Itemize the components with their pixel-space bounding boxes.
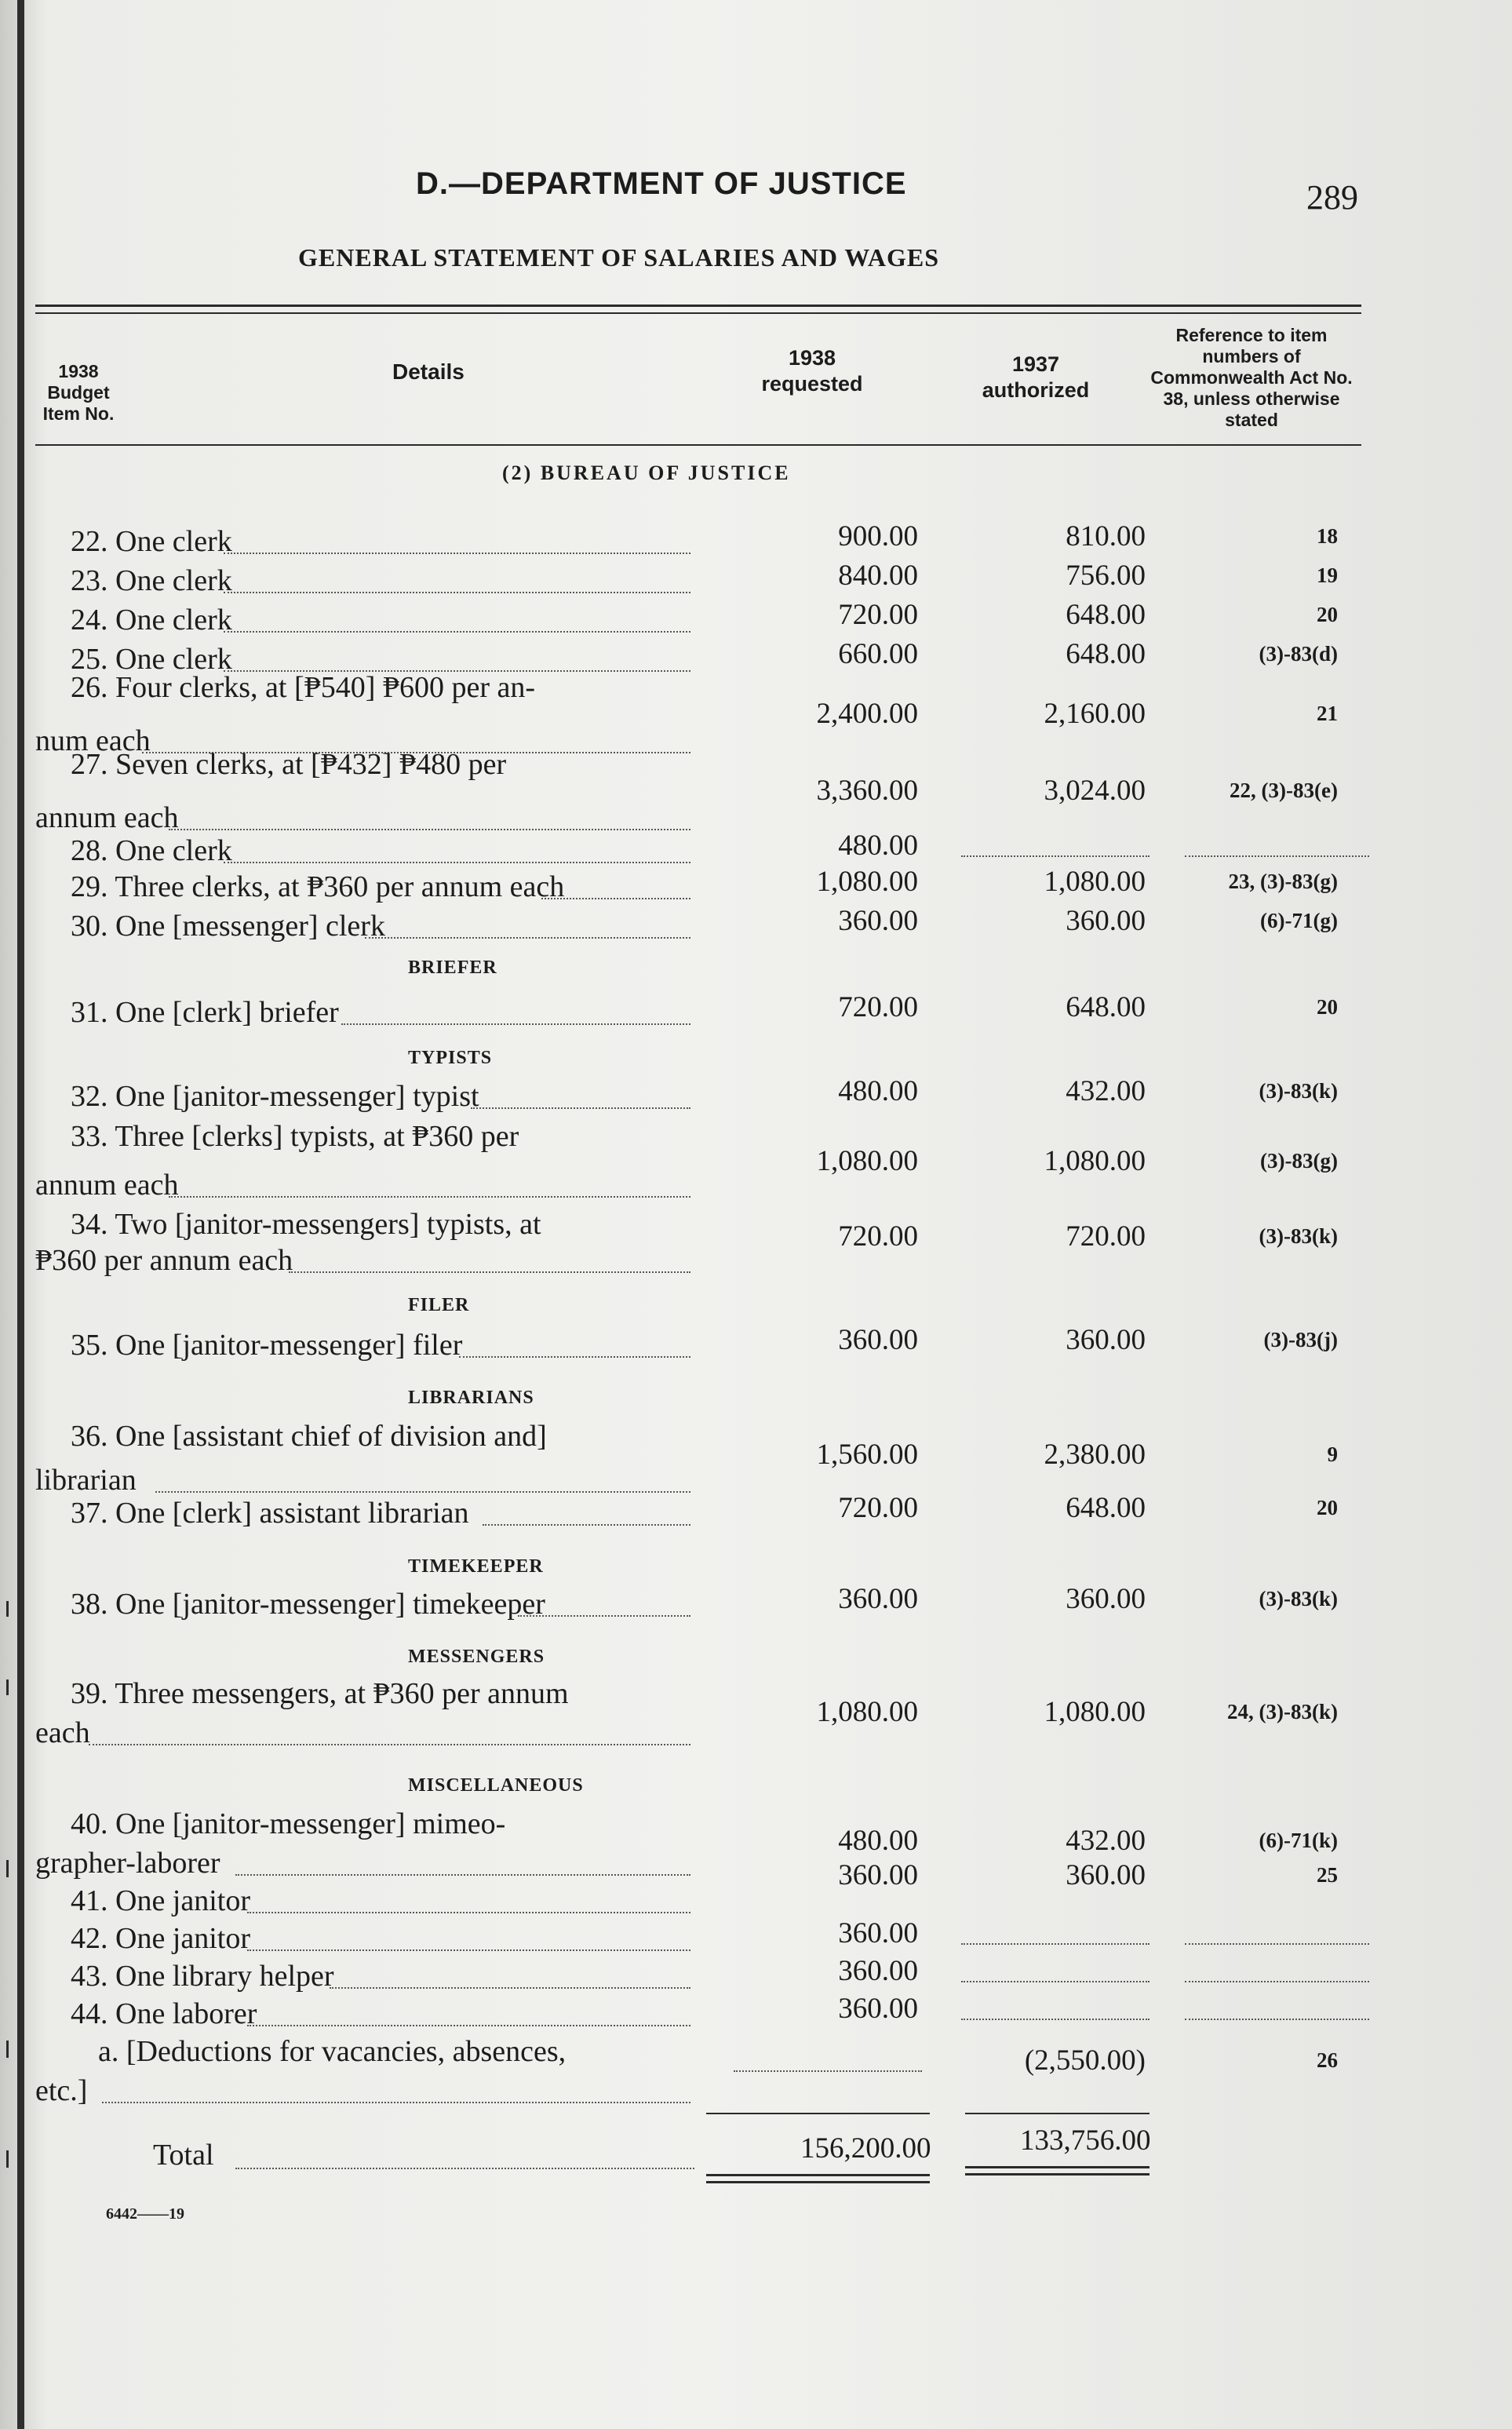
item-label: 26. Four clerks, at [₱540] ₱600 per an- <box>71 671 536 704</box>
requested-amount: 360.00 <box>838 1993 918 2025</box>
reference-blank <box>1185 2019 1369 2020</box>
item-label: 27. Seven clerks, at [₱432] ₱480 per <box>71 748 507 781</box>
requested-amount: 720.00 <box>838 1220 918 1253</box>
binding-edge <box>17 0 24 2429</box>
leader-dots <box>224 553 690 554</box>
leader-dots <box>330 1987 690 1989</box>
page-number: 289 <box>1306 178 1358 217</box>
leader-dots <box>169 1196 690 1198</box>
authorized-blank <box>961 1981 1149 1982</box>
top-rule <box>35 305 1361 307</box>
reference: (6)-71(k) <box>1259 1829 1338 1852</box>
leader-dots <box>518 1615 690 1617</box>
total-requested: 156,200.00 <box>800 2132 931 2165</box>
total-double-rule-1b <box>706 2181 930 2183</box>
statement-title: GENERAL STATEMENT OF SALARIES AND WAGES <box>298 243 939 272</box>
footer-code: 6442——19 <box>106 2205 184 2223</box>
header-rule <box>35 444 1361 446</box>
total-double-rule-2a <box>965 2166 1149 2168</box>
authorized-amount: 648.00 <box>1066 599 1146 631</box>
requested-amount: 480.00 <box>838 1075 918 1107</box>
requested-amount: 360.00 <box>838 905 918 937</box>
leader-dots <box>247 1912 690 1913</box>
item-label: 31. One [clerk] briefer <box>71 996 339 1029</box>
requested-amount: 360.00 <box>838 1859 918 1891</box>
sub-heading: MESSENGERS <box>408 1647 545 1667</box>
authorized-amount: 360.00 <box>1066 1859 1146 1891</box>
reference: (3)-83(k) <box>1259 1224 1338 1248</box>
authorized-amount: 432.00 <box>1066 1075 1146 1107</box>
item-label: a. [Deductions for vacancies, absences, <box>98 2035 567 2068</box>
reference: 18 <box>1317 524 1338 548</box>
sub-heading: LIBRARIANS <box>408 1388 534 1408</box>
item-label: 24. One clerk <box>71 604 232 636</box>
item-label: 30. One [messenger] clerk <box>71 910 385 943</box>
authorized-amount: 360.00 <box>1066 905 1146 937</box>
leader-dots <box>365 937 690 939</box>
total-double-rule-2b <box>965 2173 1149 2176</box>
leader-dots <box>247 2025 690 2026</box>
leader-dots <box>155 1491 690 1493</box>
authorized-amount: 1,080.00 <box>1044 1696 1146 1728</box>
authorized-amount: 648.00 <box>1066 638 1146 670</box>
authorized-blank <box>961 2019 1149 2020</box>
requested-amount: 360.00 <box>838 1324 918 1356</box>
col-header-item-no: 1938 Budget Item No. <box>42 361 115 424</box>
item-label: 28. One clerk <box>71 834 232 867</box>
requested-amount: 360.00 <box>838 1955 918 1987</box>
authorized-amount: 360.00 <box>1066 1324 1146 1356</box>
item-label: 43. One library helper <box>71 1960 334 1993</box>
authorized-blank <box>961 1943 1149 1945</box>
reference: (3)-83(j) <box>1263 1328 1338 1351</box>
item-label: 33. Three [clerks] typists, at ₱360 per <box>71 1120 519 1153</box>
requested-amount: 1,080.00 <box>816 1145 918 1177</box>
requested-amount: 720.00 <box>838 991 918 1023</box>
item-label-continued: annum each <box>35 801 179 834</box>
reference: 26 <box>1317 2048 1338 2072</box>
item-label-continued: each <box>35 1716 90 1749</box>
item-label: 38. One [janitor-messenger] timekeeper <box>71 1588 545 1621</box>
authorized-amount: 1,080.00 <box>1044 866 1146 898</box>
reference-blank <box>1185 855 1369 857</box>
sub-heading: TIMEKEEPER <box>408 1556 544 1577</box>
leader-dots <box>102 2102 690 2103</box>
requested-amount: 1,080.00 <box>816 1696 918 1728</box>
authorized-amount: 648.00 <box>1066 991 1146 1023</box>
leader-dots <box>224 631 690 633</box>
total-leader <box>235 2168 694 2169</box>
reference: 20 <box>1317 1496 1338 1519</box>
reference: 19 <box>1317 563 1338 587</box>
sub-heading: BRIEFER <box>408 957 497 978</box>
reference-blank <box>1185 1981 1369 1982</box>
item-label-continued: ₱360 per annum each <box>35 1244 293 1277</box>
col-header-details: Details <box>392 359 465 384</box>
item-label: 22. One clerk <box>71 525 232 558</box>
item-label: 35. One [janitor-messenger] filer <box>71 1329 463 1362</box>
requested-amount: 900.00 <box>838 520 918 553</box>
leader-dots <box>289 1271 690 1273</box>
reference: 25 <box>1317 1863 1338 1887</box>
reference: (3)-83(k) <box>1259 1079 1338 1103</box>
item-label: 25. One clerk <box>71 643 232 676</box>
sub-heading: FILER <box>408 1295 470 1315</box>
leader-dots <box>471 1107 690 1109</box>
item-label: 29. Three clerks, at ₱360 per annum each <box>71 870 565 903</box>
leader-dots <box>235 1874 690 1876</box>
total-double-rule-1a <box>706 2174 930 2176</box>
requested-amount: 2,400.00 <box>816 698 918 730</box>
leader-dots <box>224 592 690 593</box>
requested-amount: 360.00 <box>838 1583 918 1615</box>
authorized-amount: 756.00 <box>1066 560 1146 592</box>
requested-amount: 720.00 <box>838 599 918 631</box>
margin-mark <box>6 2150 9 2168</box>
reference-blank <box>1185 1943 1369 1945</box>
item-label: 39. Three messengers, at ₱360 per annum <box>71 1677 569 1710</box>
item-label: 23. One clerk <box>71 564 232 597</box>
item-label: 44. One laborer <box>71 1997 257 2030</box>
requested-amount: 720.00 <box>838 1492 918 1524</box>
leader-dots <box>483 1524 690 1526</box>
reference: (3)-83(d) <box>1259 642 1338 666</box>
item-label: 42. One janitor <box>71 1922 251 1955</box>
authorized-amount: 2,160.00 <box>1044 698 1146 730</box>
reference: 20 <box>1317 603 1338 626</box>
requested-amount: 360.00 <box>838 1917 918 1949</box>
item-label: 37. One [clerk] assistant librarian <box>71 1497 469 1530</box>
col-header-reference: Reference to item numbers of Commonwealth Act No. 38, unless otherwise stated <box>1150 325 1353 430</box>
leader-dots <box>224 862 690 863</box>
leader-dots <box>541 898 690 899</box>
sub-heading: TYPISTS <box>408 1048 493 1068</box>
margin-mark <box>6 1860 9 1877</box>
item-label-continued: num each <box>35 724 151 757</box>
requested-amount: 480.00 <box>838 830 918 862</box>
leader-dots <box>89 1744 690 1745</box>
reference: 20 <box>1317 995 1338 1019</box>
leader-dots <box>247 1949 690 1951</box>
authorized-amount: 360.00 <box>1066 1583 1146 1615</box>
item-label: 36. One [assistant chief of division and] <box>71 1420 547 1453</box>
item-label: 40. One [janitor-messenger] mimeo- <box>71 1807 506 1840</box>
item-label: 41. One janitor <box>71 1884 251 1917</box>
sub-heading: MISCELLANEOUS <box>408 1775 584 1796</box>
col-header-requested: 1938 requested <box>761 346 863 396</box>
requested-amount: 1,560.00 <box>816 1439 918 1471</box>
margin-mark <box>6 2041 9 2058</box>
authorized-blank <box>961 855 1149 857</box>
total-label: Total <box>153 2139 214 2172</box>
reference: 9 <box>1327 1442 1338 1466</box>
item-label-continued: grapher-laborer <box>35 1847 220 1880</box>
reference: 23, (3)-83(g) <box>1228 870 1338 893</box>
requested-amount: 3,360.00 <box>816 775 918 807</box>
requested-amount: 480.00 <box>838 1825 918 1857</box>
col-header-authorized: 1937 authorized <box>982 352 1090 402</box>
reference: (6)-71(g) <box>1260 909 1338 932</box>
margin-mark <box>6 1601 9 1617</box>
item-label-continued: etc.] <box>35 2074 88 2107</box>
total-authorized: 133,756.00 <box>1020 2124 1151 2157</box>
item-label-continued: annum each <box>35 1169 179 1202</box>
item-label: 34. Two [janitor-messengers] typists, at <box>71 1208 541 1241</box>
leader-dots <box>341 1023 690 1025</box>
authorized-amount: 2,380.00 <box>1044 1439 1146 1471</box>
top-rule-2 <box>35 312 1361 314</box>
reference: 24, (3)-83(k) <box>1227 1700 1338 1723</box>
total-rule-authorized <box>965 2113 1149 2114</box>
authorized-amount: (2,550.00) <box>1024 2044 1146 2077</box>
requested-amount: 660.00 <box>838 638 918 670</box>
item-label: 32. One [janitor-messenger] typist <box>71 1080 479 1113</box>
reference: (3)-83(k) <box>1259 1587 1338 1610</box>
authorized-amount: 3,024.00 <box>1044 775 1146 807</box>
requested-blank <box>734 2070 922 2072</box>
authorized-amount: 648.00 <box>1066 1492 1146 1524</box>
reference: 22, (3)-83(e) <box>1230 779 1338 802</box>
authorized-amount: 1,080.00 <box>1044 1145 1146 1177</box>
total-rule-requested <box>706 2113 930 2114</box>
department-heading: D.—DEPARTMENT OF JUSTICE <box>416 166 907 201</box>
margin-mark <box>6 1680 9 1695</box>
leader-dots <box>459 1356 690 1358</box>
requested-amount: 840.00 <box>838 560 918 592</box>
authorized-amount: 720.00 <box>1066 1220 1146 1253</box>
authorized-amount: 432.00 <box>1066 1825 1146 1857</box>
requested-amount: 1,080.00 <box>816 866 918 898</box>
section-title: (2) BUREAU OF JUSTICE <box>502 461 791 484</box>
authorized-amount: 810.00 <box>1066 520 1146 553</box>
reference: (3)-83(g) <box>1260 1149 1338 1173</box>
reference: 21 <box>1317 702 1338 725</box>
item-label-continued: librarian <box>35 1464 137 1497</box>
leader-dots <box>169 829 690 830</box>
